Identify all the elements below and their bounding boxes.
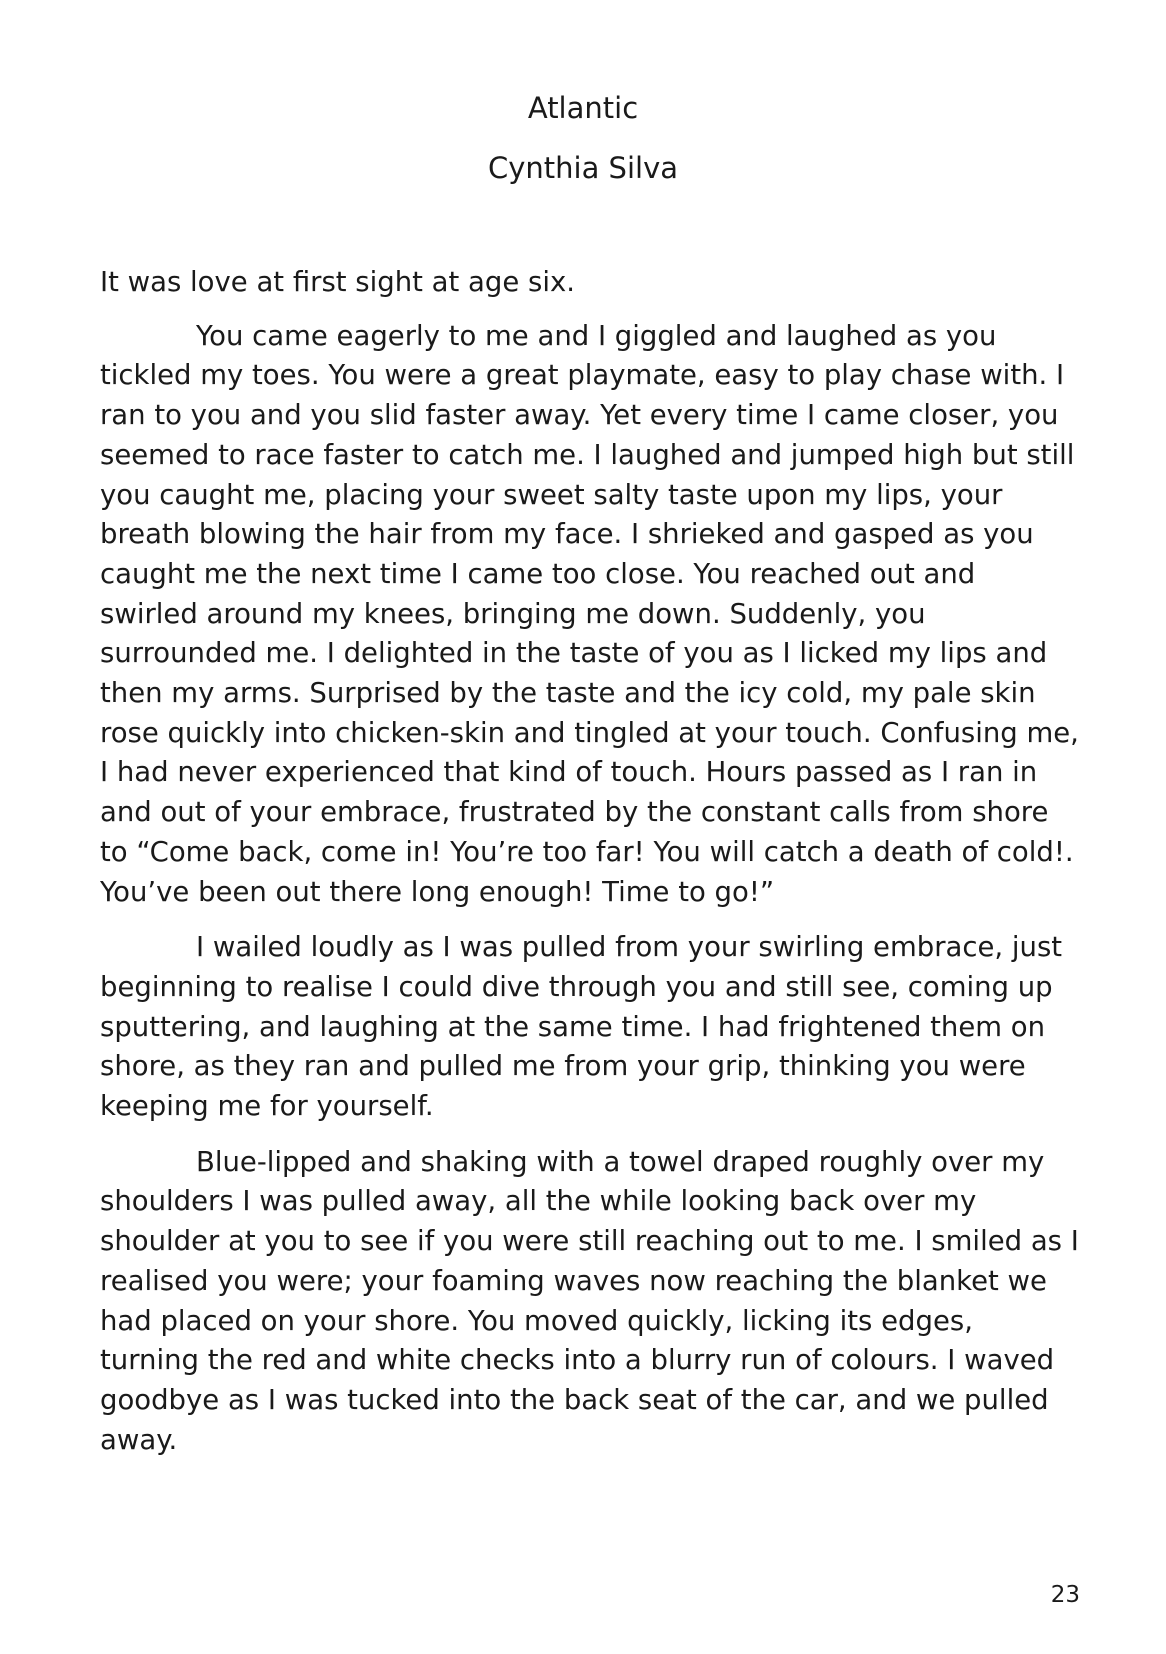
- page-number: 23: [1050, 1582, 1080, 1608]
- story-author: Cynthia Silva: [487, 151, 679, 185]
- story-paragraph-3: I wailed loudly as I was pulled from your swirling embrace, just beginning to realise I could dive through you and still see, coming up sputtering, and laughing at the same time. I had frightened them on shore, as they ran and pulled me from your grip, thinking you were keeping me for yourself.: [100, 931, 1063, 1123]
- story-paragraph-4: Blue-lipped and shaking with a towel draped roughly over my shoulders I was pulled away, all the while looking back over my shoulder at you to see if you were still reaching out to me. I smiled as I realised you were; your foaming waves now reaching the blanket we had placed on your shore. You moved quickly, licking its edges, turning the red and white checks into a blurry run of colours. I waved goodbye as I was tucked into the back seat of the car, and we pulled away.: [100, 1145, 1079, 1456]
- story-paragraph-1: It was love at first sight at age six.: [100, 266, 576, 298]
- story-paragraph-2: You came eagerly to me and I giggled and laughed as you tickled my toes. You were a great playmate, easy to play chase with. I ran to you and you slid faster away. Yet every time I came closer, you seemed to race faster to catch me. I laughed and jumped high but still you caught me, placing your sweet salty taste upon my lips, your breath blowing the hair from my face. I shrieked and gasped as you caught me the next time I came too close. You reached out and swirled around my knees, bringing me down. Suddenly, you surrounded me. I delighted in the taste of you as I licked my lips and then my arms. Surprised by the taste and the icy cold, my pale skin rose quickly into chicken-skin and tingled at your touch. Confusing me, I had never experienced that kind of touch. Hours passed as I ran in and out of your embrace, frustrated by the constant calls from shore to “Come back, come in! You’re too far! You will catch a death of cold!. You’ve been out there long enough! Time to go!”: [100, 319, 1079, 908]
- story-title: Atlantic: [527, 91, 639, 125]
- story-body: [100, 263, 1080, 1476]
